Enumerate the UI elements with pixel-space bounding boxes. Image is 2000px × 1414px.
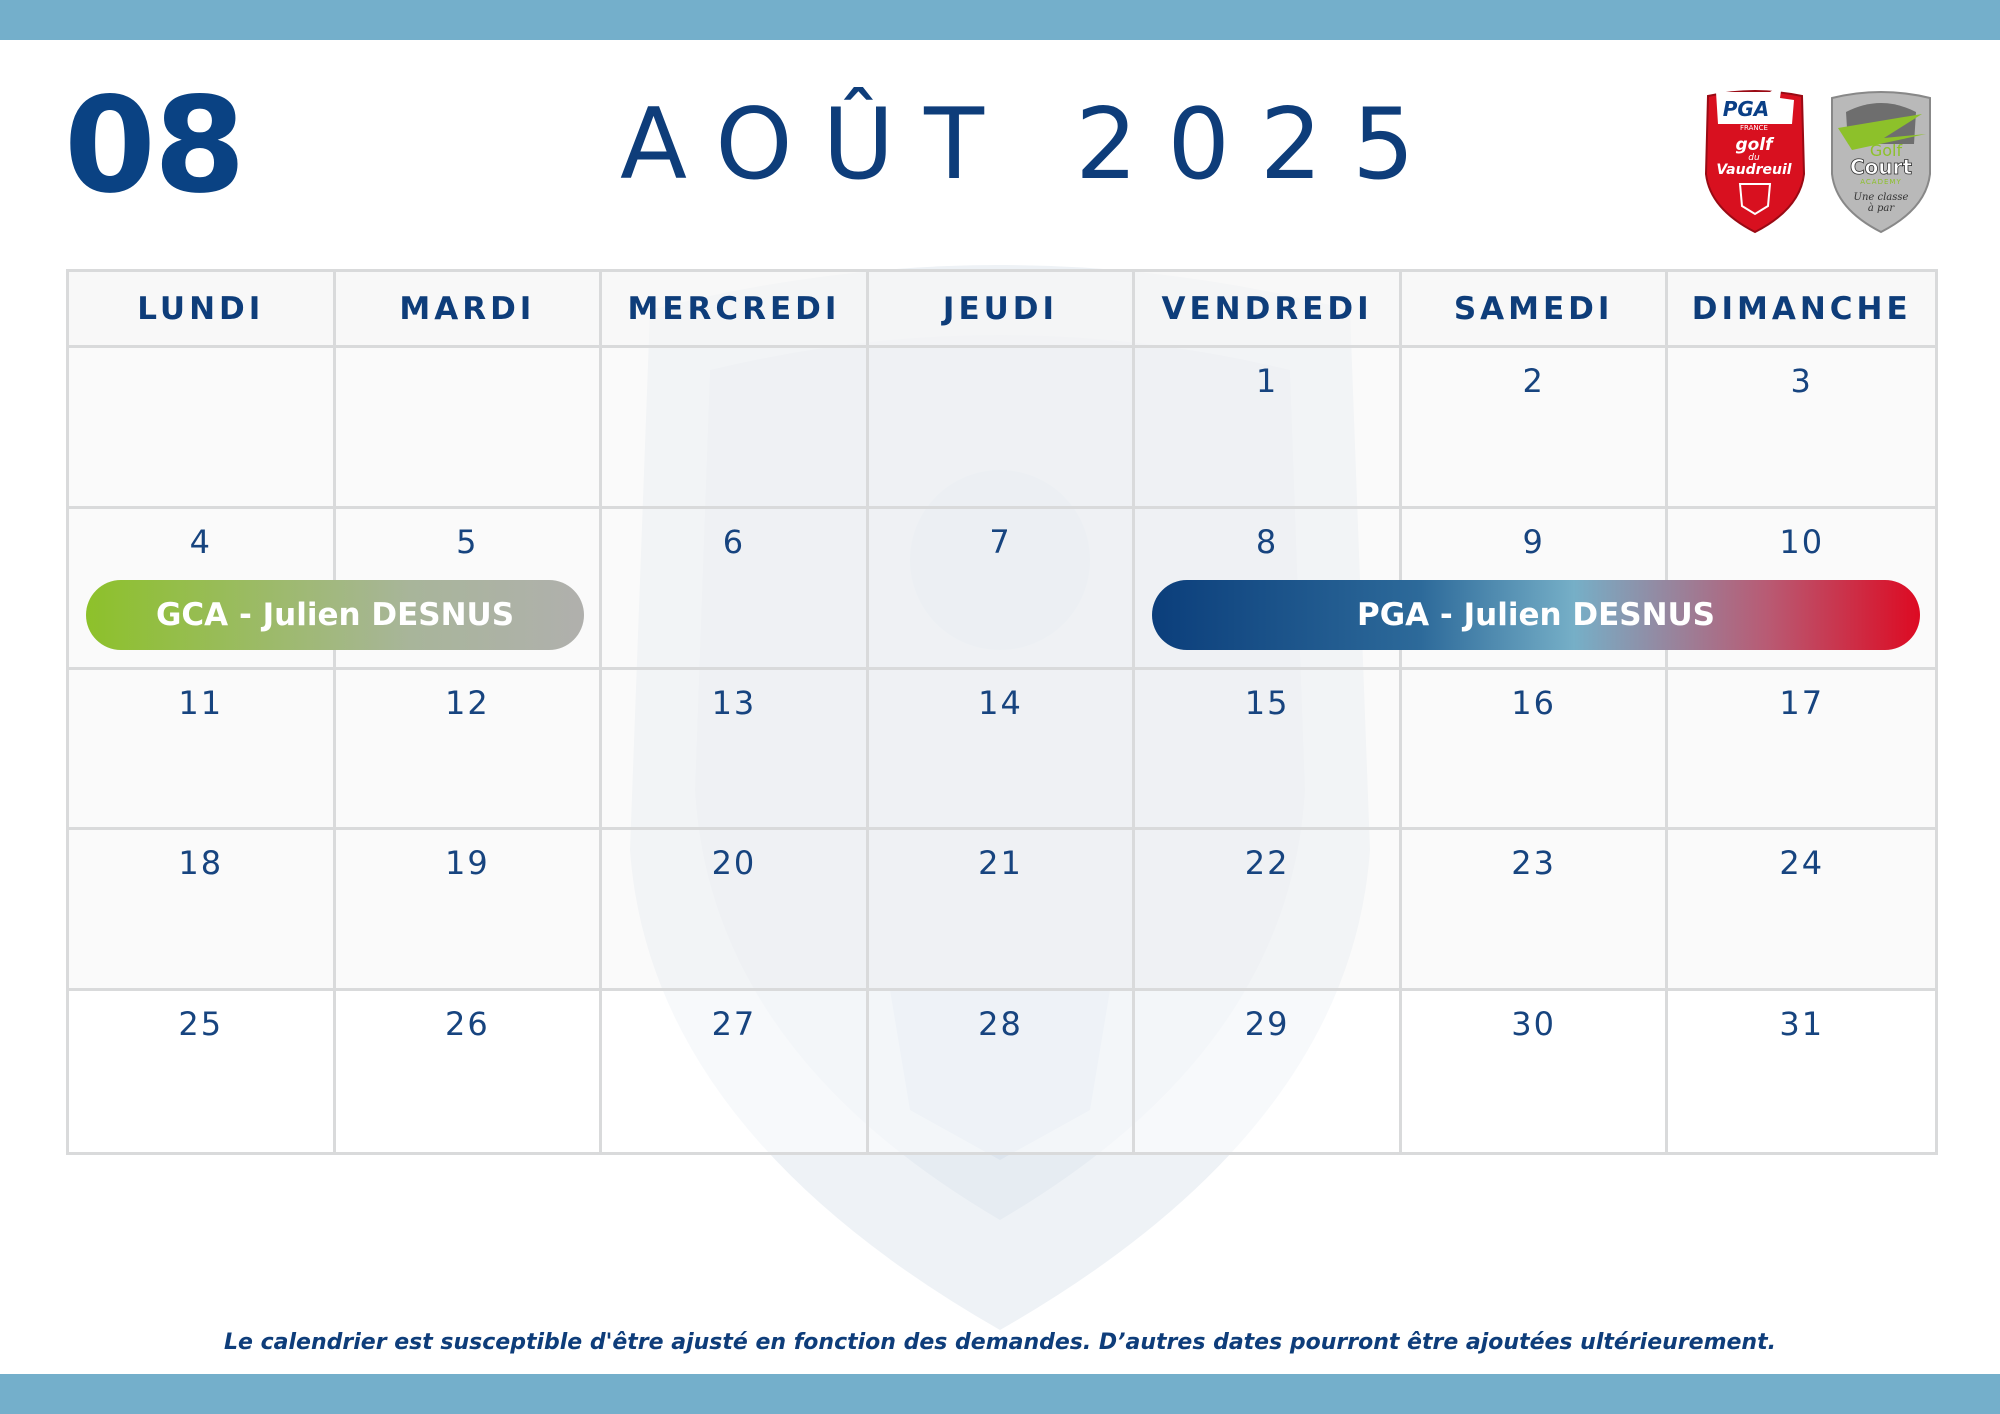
day-cell	[336, 830, 603, 991]
day-cell	[336, 991, 603, 1152]
pga-logo-du: du	[1748, 153, 1760, 163]
month-title: AOÛT 2025	[620, 88, 1445, 202]
weekday-header-vendredi: VENDREDI	[1135, 272, 1402, 348]
day-number: 6	[722, 522, 746, 561]
gca-logo-court: Court	[1849, 155, 1913, 179]
day-number: 28	[978, 1005, 1023, 1044]
weekday-header-dimanche: DIMANCHE	[1668, 272, 1935, 348]
day-number: 27	[711, 1005, 757, 1044]
weekday-header-jeudi: JEUDI	[869, 272, 1136, 348]
gca-logo-academy: ACADEMY	[1860, 178, 1902, 186]
day-number: 24	[1779, 844, 1825, 883]
day-number: 8	[1255, 522, 1279, 561]
day-number: 9	[1522, 522, 1545, 561]
day-cell	[1135, 830, 1402, 991]
weekday-header-lundi: LUNDI	[69, 272, 336, 348]
month-number: 08	[64, 69, 244, 223]
day-cell	[336, 348, 603, 509]
day-cell	[602, 348, 869, 509]
day-number: 2	[1522, 362, 1545, 400]
day-cell	[869, 670, 1136, 831]
day-number: 30	[1511, 1005, 1556, 1044]
day-cell	[69, 348, 336, 509]
day-cell	[1668, 991, 1935, 1152]
day-number: 31	[1779, 1005, 1825, 1044]
day-cell	[1135, 348, 1402, 509]
day-cell	[1668, 348, 1935, 509]
day-number: 20	[711, 844, 757, 883]
day-cell	[869, 991, 1136, 1152]
day-cell	[602, 670, 869, 831]
day-cell	[869, 509, 1136, 670]
day-number: 3	[1790, 362, 1813, 400]
day-cell	[602, 830, 869, 991]
day-cell	[69, 991, 336, 1152]
top-band	[0, 0, 2000, 40]
day-number: 25	[178, 1005, 224, 1044]
day-number: 23	[1511, 844, 1556, 883]
event-label: GCA - Julien DESNUS	[155, 597, 515, 633]
day-cell	[869, 348, 1136, 509]
day-number: 1	[1255, 362, 1279, 400]
day-cell	[1135, 991, 1402, 1152]
bottom-band	[0, 1374, 2000, 1414]
day-number: 19	[444, 844, 490, 883]
day-cell	[1402, 670, 1669, 831]
pga-logo-text: PGA	[1722, 97, 1770, 121]
weekday-header-mercredi: MERCREDI	[602, 272, 869, 348]
day-number: 26	[444, 1005, 490, 1044]
calendar-grid	[66, 269, 1938, 1155]
day-cell	[336, 670, 603, 831]
pga-logo-subtext: FRANCE	[1740, 124, 1768, 132]
day-cell	[69, 670, 336, 831]
day-number: 29	[1244, 1005, 1290, 1044]
day-cell	[69, 830, 336, 991]
day-number: 7	[989, 522, 1012, 561]
day-number: 10	[1779, 522, 1825, 561]
weekday-header-samedi: SAMEDI	[1402, 272, 1669, 348]
pga-golf-du-vaudreuil-logo	[1700, 84, 1810, 234]
pga-logo-golf: golf	[1735, 135, 1773, 155]
day-number: 17	[1779, 683, 1825, 722]
pga-logo-vaudreuil: Vaudreuil	[1716, 162, 1792, 178]
gca-logo-tagline-1: Une classe	[1853, 192, 1909, 203]
footnote: Le calendrier est susceptible d'être ajusté en fonction des demandes. D’autres dates pourront être ajoutées ultérieurement.	[224, 1330, 1776, 1355]
day-number: 5	[456, 522, 479, 561]
day-cell	[1402, 830, 1669, 991]
day-number: 22	[1244, 844, 1290, 883]
day-cell	[1402, 348, 1669, 509]
day-cell	[602, 991, 869, 1152]
day-number: 12	[444, 683, 490, 722]
day-cell	[1668, 830, 1935, 991]
day-cell	[869, 830, 1136, 991]
gca-logo-golf: Golf	[1869, 141, 1903, 160]
day-number: 16	[1511, 683, 1556, 722]
event-gca-julien-desnus[interactable]	[86, 580, 584, 650]
day-cell	[602, 509, 869, 670]
day-number: 21	[978, 844, 1023, 883]
weekday-header-mardi: MARDI	[336, 272, 603, 348]
event-label: PGA - Julien DESNUS	[1356, 597, 1716, 633]
event-pga-julien-desnus[interactable]	[1152, 580, 1920, 650]
day-number: 15	[1244, 683, 1290, 722]
day-number: 14	[978, 683, 1023, 722]
day-cell	[1402, 991, 1669, 1152]
day-number: 11	[178, 683, 224, 722]
day-number: 4	[189, 522, 212, 561]
gca-logo-tagline-2: à par	[1867, 203, 1895, 214]
day-cell	[1668, 670, 1935, 831]
golf-court-academy-logo	[1826, 84, 1936, 234]
day-cell	[1135, 670, 1402, 831]
day-number: 13	[711, 683, 757, 722]
day-number: 18	[178, 844, 224, 883]
